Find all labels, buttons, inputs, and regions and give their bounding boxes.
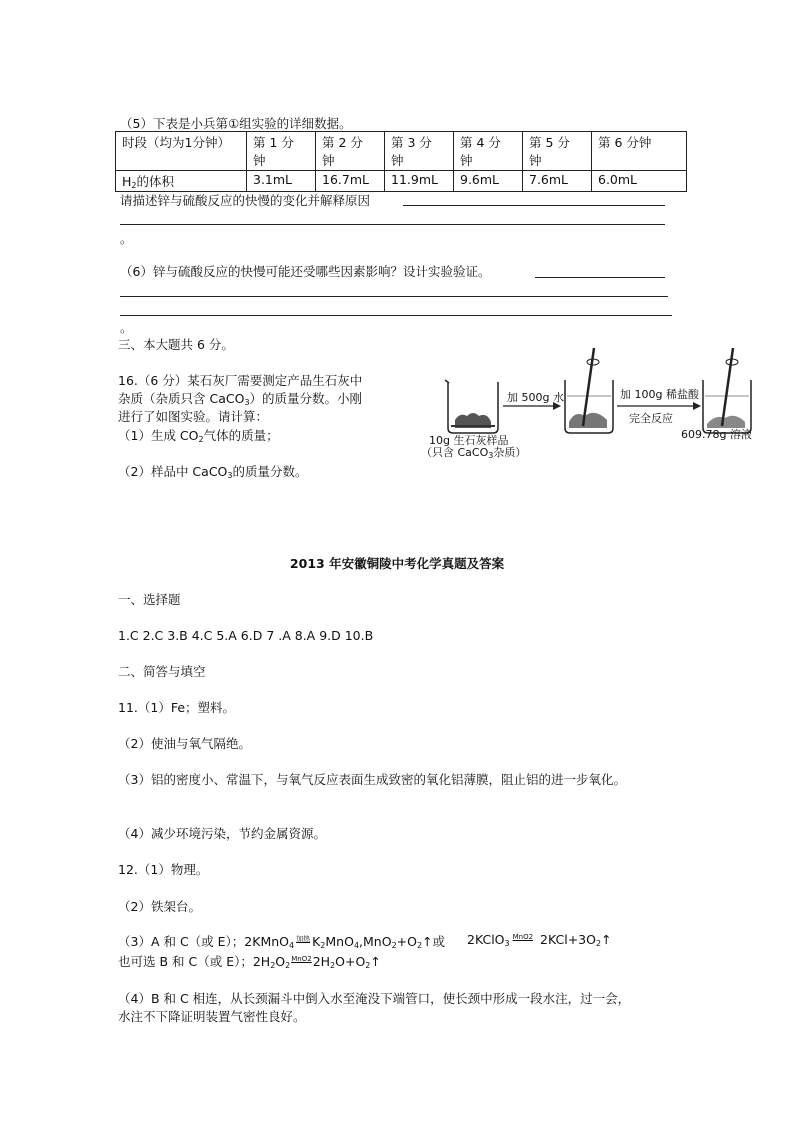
arrow-2-icon	[617, 402, 701, 410]
answer-line	[120, 224, 665, 225]
section-title: 三、本大题共 6 分。	[118, 337, 234, 352]
answer-line-text: 水注不下降证明装置气密性良好。	[118, 1009, 306, 1024]
experiment-diagram	[415, 340, 760, 460]
result-label: 609.78g 溶液	[681, 428, 752, 441]
sample-note: （只含 CaCO3杂质）	[421, 446, 527, 460]
answer-line	[535, 277, 665, 278]
table-header-cell: 第 3 分 钟	[385, 132, 454, 171]
answer-line-text: 12.（1）物理。	[118, 862, 209, 877]
table-cell: 7.6mL	[523, 171, 592, 192]
answer-line	[120, 296, 668, 297]
end-mark: 。	[120, 231, 133, 246]
q16-sub-question: （1）生成 $CO_2$气体的质量；	[118, 428, 279, 444]
section-heading: 二、简答与填空	[118, 664, 206, 679]
arrow-2-bottom-label: 完全反应	[629, 412, 673, 425]
table-cell: 16.7mL	[316, 171, 385, 192]
page-title: 2013 年安徽铜陵中考化学真题及答案	[289, 556, 505, 571]
table-cell: 3.1mL	[247, 171, 316, 192]
table-row	[116, 171, 687, 192]
section-heading: 一、选择题	[118, 592, 181, 607]
table-header-label: 时段（均为1分钟）	[116, 132, 247, 171]
q16-line: 杂质（杂质只含 CaCO$_3$）的质量分数。小刚	[118, 391, 363, 407]
reaction-condition: MnO2	[512, 933, 534, 941]
q5-prompt: 请描述锌与硫酸反应的快慢的变化并解释原因	[120, 193, 371, 208]
table-cell: 9.6mL	[454, 171, 523, 192]
arrow-2-top-label: 加 100g 稀盐酸	[620, 388, 699, 401]
answer-line-text: （4）B 和 C 相连，从长颈漏斗中倒入水至淹没下端管口，使长颈中形成一段水注，过一会，	[118, 991, 631, 1006]
equation-line: （3）A 和 C（或 E）；2KMnO$_4^{加热}$ $K_2MnO_4,MnO_2+O_2↑$或	[118, 934, 446, 950]
reaction-condition: 加热	[296, 935, 311, 943]
table-row-label: $H_2$的体积	[116, 171, 247, 192]
beaker-2-icon	[565, 348, 613, 433]
table-header-cell: 第 6 分钟	[592, 132, 687, 171]
q16-line: 进行了如图实验。请计算：	[118, 409, 269, 424]
table-cell: 6.0mL	[592, 171, 687, 192]
table-header-cell: 第 2 分 钟	[316, 132, 385, 171]
answer-line	[403, 205, 665, 206]
table-header-cell: 第 1 分 钟	[247, 132, 316, 171]
answer-line-text: （3）铝的密度小、常温下，与氧气反应表面生成致密的氧化铝薄膜，阻止铝的进一步氧化。	[118, 772, 626, 787]
answer-line-text: （2）使油与氧气隔绝。	[118, 736, 251, 751]
answer-line-text: （2）铁架台。	[118, 899, 201, 914]
beaker-3-icon	[703, 348, 751, 433]
q16-sub-question: （2）样品中 CaCO$_3$的质量分数。	[118, 464, 308, 480]
table-header-cell: 第 5 分 钟	[523, 132, 592, 171]
equation-line: 2KClO$_3^{MnO2}$ $2KCl+3O_2↑$	[467, 932, 612, 948]
reaction-condition: MnO2	[291, 955, 312, 963]
answer-line-text: （4）减少环境污染，节约金属资源。	[118, 826, 326, 841]
sample-label: 10g 生石灰样品	[429, 434, 509, 447]
q16-line: 16.（6 分）某石灰厂需要测定产品生石灰中	[118, 373, 363, 388]
answer-line	[120, 315, 672, 316]
end-mark: 。	[120, 320, 133, 335]
equation-line: 也可选 B 和 C（或 E）；$2H_2O_2^{MnO2}2H_2O+O_2↑$	[118, 954, 381, 970]
table-header-cell: 第 4 分 钟	[454, 132, 523, 171]
table-header-row	[116, 132, 687, 171]
answer-line-text: 11.（1）Fe；塑料。	[118, 700, 236, 715]
arrow-1-label: 加 500g 水	[507, 391, 564, 404]
data-table	[115, 131, 687, 192]
beaker-1-icon	[445, 380, 498, 433]
table-cell: 11.9mL	[385, 171, 454, 192]
q5-intro: （5）下表是小兵第①组实验的详细数据。	[120, 116, 352, 131]
answer-line-text: 1.C 2.C 3.B 4.C 5.A 6.D 7 .A 8.A 9.D 10.B	[118, 628, 374, 643]
q6-prompt: （6）锌与硫酸反应的快慢可能还受哪些因素影响？设计实验验证。	[120, 264, 491, 279]
